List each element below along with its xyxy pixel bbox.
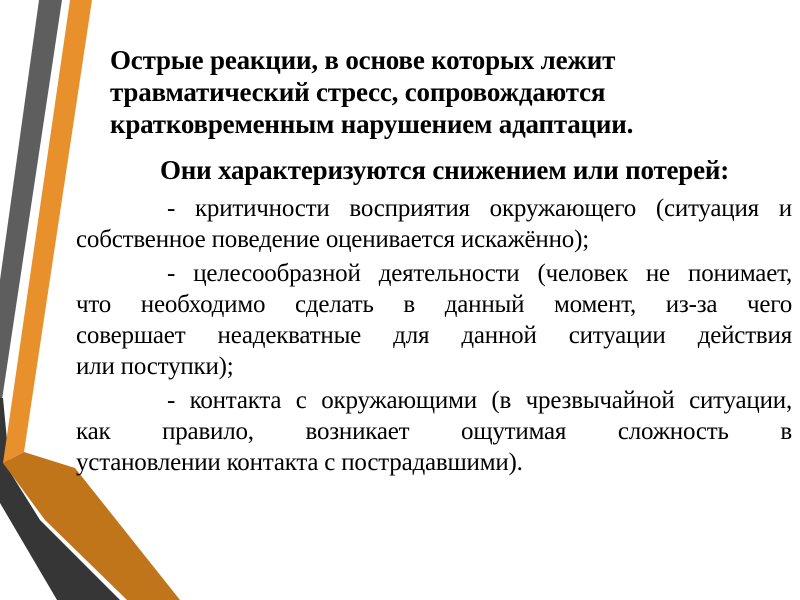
heading-line: кратковременным нарушением адаптации. — [110, 109, 634, 139]
slide-text-block — [76, 44, 792, 478]
body-line: собственное поведение оценивается искажённо); — [76, 226, 589, 253]
body-line: установлении контакта с пострадавшими). — [76, 449, 523, 476]
body-line: совершает неадекватные для данной ситуации действия — [76, 322, 792, 349]
heading-line: Острые реакции, в основе которых лежит — [110, 45, 616, 75]
body-line: что необходимо сделать в данный момент, из-за чего — [76, 291, 792, 318]
body-line: - контакта с окружающими (в чрезвычайной ситуации, — [167, 387, 792, 414]
subheading: Они характеризуются снижением или потерей: — [160, 155, 730, 185]
body-line: - целесообразной деятельности (человек не понимает, — [167, 260, 792, 287]
body-line: как правило, возникает ощутимая сложность в — [76, 418, 792, 445]
heading-line: травматический стресс, сопровождаются — [110, 77, 606, 107]
body-line: - критичности восприятия окружающего (ситуация и — [167, 195, 792, 222]
body-line: или поступки); — [76, 353, 234, 380]
